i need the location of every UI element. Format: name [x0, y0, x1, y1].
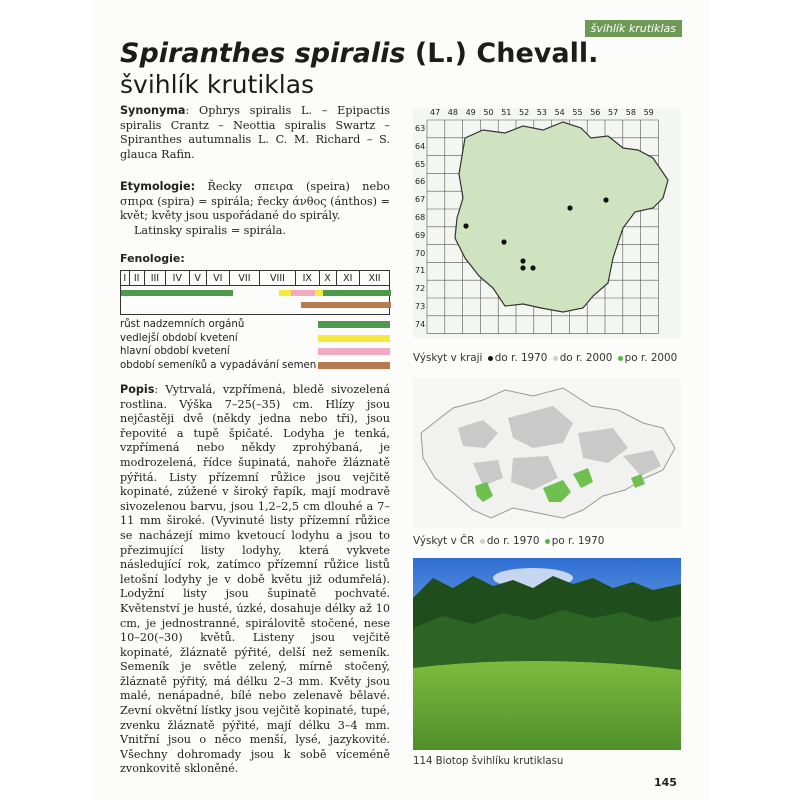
page-number: 145 [654, 776, 677, 789]
grid-column-number: 57 [608, 108, 619, 117]
popis-paragraph [120, 383, 390, 777]
grid-row-number: 63 [415, 124, 426, 133]
page-title-czech: švihlík krutiklas [120, 70, 315, 99]
legend-dot-cr-before-1970 [480, 539, 485, 544]
month-header-table [120, 270, 390, 286]
popis-text: : Vytrvalá, vzpřímená, bledě sivozelená rostlina. Výška 7–25(–35) cm. Hlízy jsou nejčastěji dvě (někdy jedna nebo tři), jsou řepovité a tupě špičaté. Lodyha je tenká, vzpřímená nebo někdy zprohýbaná, je modrozelená, řídce šupinatá, nahoře žláznatě pýřitá. Listy přízemní růžice jsou vejčitě kopinaté, zúžené v široký řapík, mají modravě sivozelenou barvu, jsou 1,2–2,5 cm dlouhé a 7–11 mm široké. (Vyvinuté listy přízemní růžice se nacházejí mimo kvetoucí lodyhu a jsou to přezimující listy lodyhy, která vykvete následující rok, zatímco přízemní růžice listů letošní lodyhy je v době květu již odumřelá). Lodyžní listy jsou šupinatě pochvaté. Květenství je husté, úzké, dosahuje délky až 10 cm, je jednostranné, spirálovitě stočené, nese 10–20(–30) květů. Listeny jsou vejčitě kopinaté, žláznatě pýřité, delší než semeník. Semeník je světle zelený, mírně stočený, žláznatě pýřitý, má délku 2–3 mm. Květy jsou malé, nenápadné, bílé nebo zelenavě bělavé. Zevní okvětní lístky jsou vejčitě kopinaté, tupé, zvenku žláznatě pýřité, mají délku 3–4 mm. Vnitřní jsou o něco menší, lysé, jazykovité. Všechny dohromady jsou k sobě víceméně zvonkovitě skloněné. [120, 383, 390, 776]
grid-row-number: 65 [415, 159, 426, 169]
grid-row-number: 73 [415, 302, 426, 311]
etymologie-text: Řecky σπειρα (speira) nebo σπιρα (spira) = spirála; řecky άνθος (ánthos) = květ; květy jsou uspořádané do spirály. [120, 180, 390, 223]
month-cell: I [121, 271, 130, 286]
grid-row-number: 64 [415, 141, 426, 151]
legend-dot-cr-after-1970 [545, 539, 550, 544]
grid-column-number: 59 [643, 108, 654, 117]
species-name: Spiranthes spiralis [120, 38, 406, 69]
month-cell: VII [230, 271, 260, 286]
grid-row-number: 68 [415, 213, 426, 222]
month-cell: XII [360, 271, 390, 286]
month-cell: III [144, 271, 165, 286]
month-cell: X [319, 271, 336, 286]
bar-minor-flowering [279, 290, 291, 296]
cr-map-svg [413, 378, 681, 528]
grid-column-number: 55 [572, 108, 583, 117]
legend-item: vedlejší období kvetení [120, 332, 390, 346]
habitat-photo [413, 558, 681, 750]
grid-column-number: 56 [590, 108, 601, 117]
phenology-legend [120, 318, 390, 372]
legend-dot-before-1970 [488, 356, 493, 361]
grid-map-svg [413, 108, 681, 338]
legend-item: růst nadzemních orgánů [120, 318, 390, 332]
bar-growth-early [121, 290, 233, 296]
grid-row-number: 66 [415, 177, 426, 187]
region-map-caption: Výskyt v kraji do r. 1970 do r. 2000 po r. 2000 [413, 352, 678, 364]
legend-item: hlavní období kvetení [120, 345, 390, 359]
grid-column-number: 48 [447, 108, 458, 117]
czech-republic-map [413, 378, 681, 528]
fenologie-label: Fenologie: [120, 252, 185, 265]
grid-column-number: 51 [501, 108, 512, 117]
grid-column-number: 49 [465, 108, 476, 117]
month-row [121, 271, 390, 286]
etymologie-latin: Latinsky spiralis = spirála. [134, 223, 286, 237]
grid-row-number: 70 [415, 248, 426, 258]
popis-label: Popis [120, 383, 155, 396]
synonyma-paragraph [120, 104, 390, 162]
grid-column-number: 54 [554, 108, 565, 117]
etymologie-paragraph [120, 180, 390, 238]
synonyma-text: : Ophrys spiralis L. – Epipactis spiralis Crantz – Neottia spiralis Swartz – Spiranthes autumnalis L. C. M. Richard – S. glauca Rafin. [120, 104, 390, 161]
grid-column-number: 47 [430, 108, 441, 117]
month-cell: VIII [259, 271, 295, 286]
month-cell: II [129, 271, 144, 286]
grid-row-number: 69 [415, 230, 426, 240]
bar-minor-flowering-2 [315, 290, 323, 296]
grid-column-number: 50 [483, 108, 494, 117]
bar-seeds [301, 302, 391, 308]
month-cell: VI [206, 271, 229, 286]
grid-column-number: 58 [625, 108, 636, 117]
bar-main-flowering [291, 290, 315, 296]
grid-column-number: 52 [519, 108, 530, 117]
month-cell: V [189, 271, 206, 286]
grid-column-number: 53 [536, 108, 547, 117]
photo-caption: 114 Biotop švihlíku krutiklasu [413, 756, 564, 767]
grid-row-number: 74 [415, 319, 426, 329]
month-cell: XI [336, 271, 359, 286]
habitat-photo-svg [413, 558, 681, 750]
legend-dot-before-2000 [553, 356, 558, 361]
phenology-bars [120, 285, 390, 315]
grid-row-number: 71 [415, 266, 426, 276]
grid-row-number: 67 [415, 195, 426, 205]
grid-row-number: 72 [415, 284, 426, 294]
month-cell: IV [166, 271, 189, 286]
page-title-latin [120, 38, 598, 69]
legend-item: období semeníků a vypadávání semen [120, 359, 390, 373]
cr-map-caption: Výskyt v ČR do r. 1970 po r. 1970 [413, 535, 605, 547]
synonyma-label: Synonyma [120, 104, 186, 117]
month-cell: IX [296, 271, 319, 286]
region-grid-map [413, 108, 681, 338]
legend-dot-after-2000 [618, 356, 623, 361]
etymologie-label: Etymologie: [120, 180, 196, 193]
species-author: (L.) Chevall. [414, 38, 599, 69]
section-label: švihlík krutiklas [585, 20, 682, 37]
region-outline [455, 122, 668, 312]
